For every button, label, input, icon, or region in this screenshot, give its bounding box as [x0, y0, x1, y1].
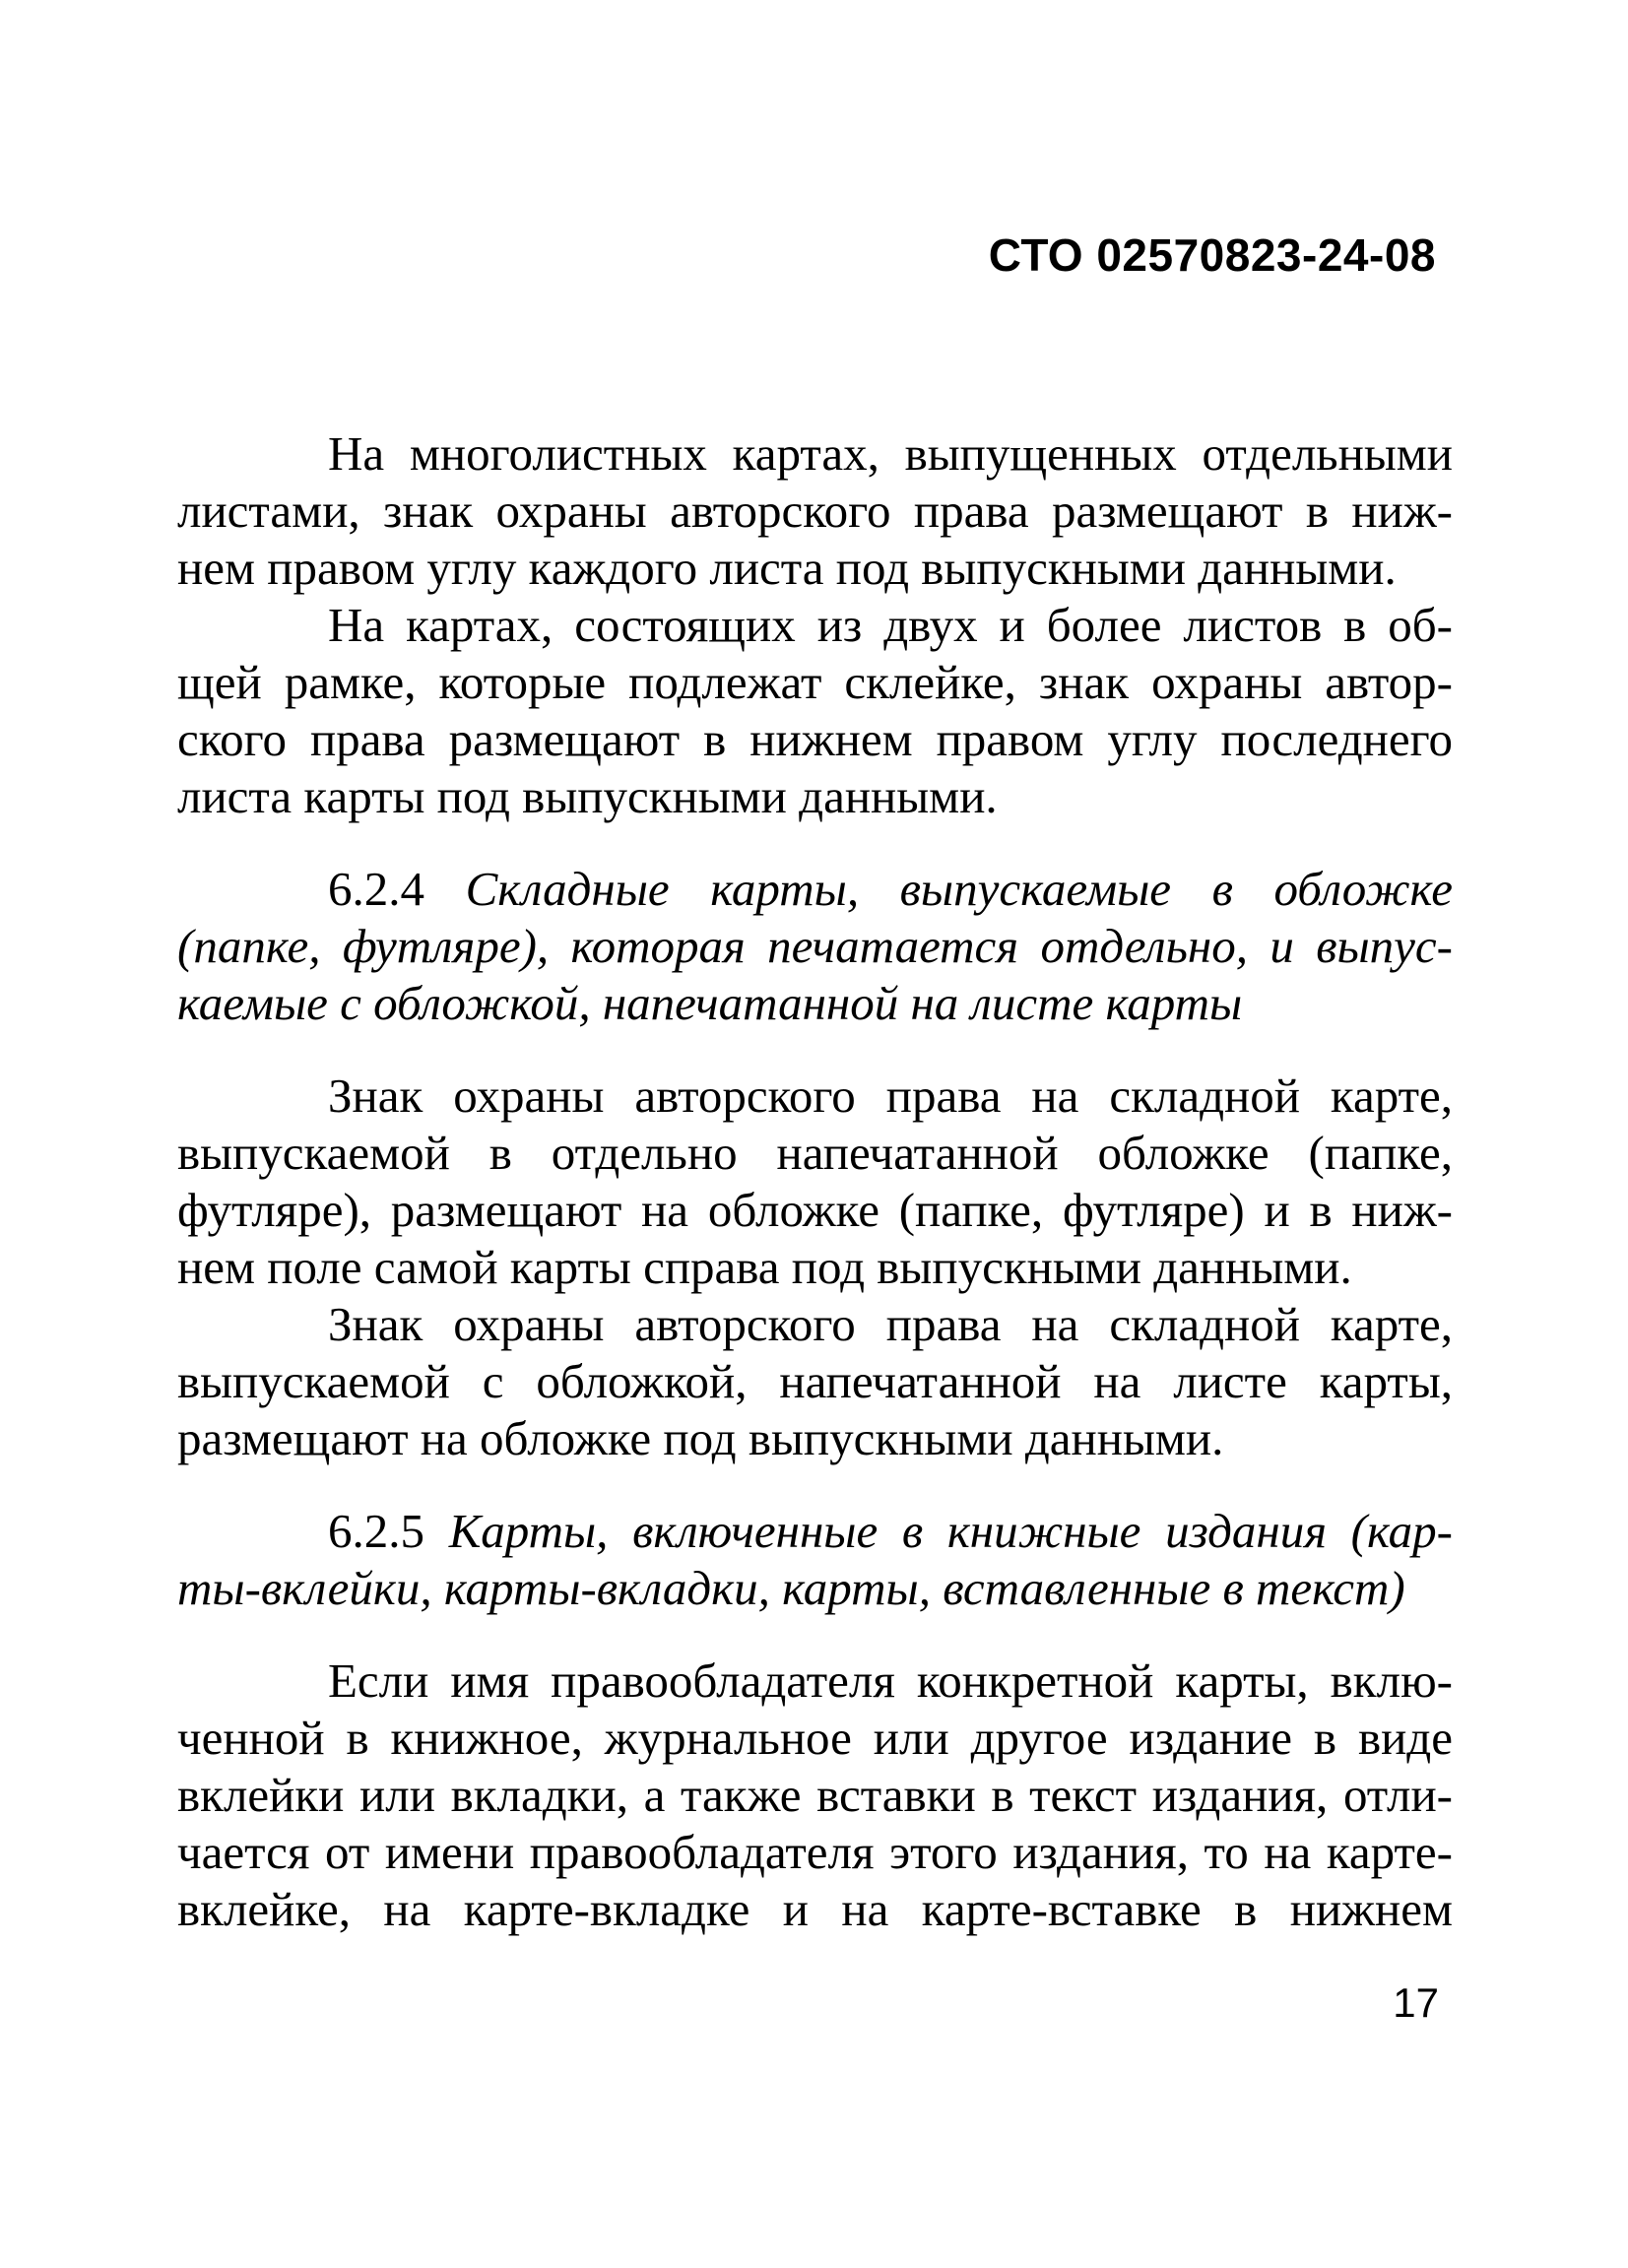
section-heading-6-2-5	[177, 1503, 1453, 1617]
text-line: нем правом углу каждого листа под выпускными данными.	[177, 541, 1397, 595]
text-line: На многолистных картах, выпущенных отдельными	[328, 426, 1453, 481]
heading-line	[177, 861, 1453, 918]
section-heading-6-2-4	[177, 861, 1453, 1032]
heading-line: каемые с обложкой, напечатанной на листе карты	[177, 976, 1243, 1030]
page-number: 17	[1393, 1979, 1439, 2026]
text-line: вклейки или вкладки, а также вставки в текст издания, отли-	[177, 1768, 1453, 1822]
section-title-text: Складные карты, выпускаемые в обложке	[465, 862, 1453, 916]
paragraph	[177, 597, 1453, 825]
section-number: 6.2.5	[328, 1504, 424, 1558]
text-line: листами, знак охраны авторского права размещают в ниж-	[177, 484, 1453, 538]
section-title-text: Карты, включенные в книжные издания (кар-	[448, 1504, 1453, 1558]
text-line: щей рамке, которые подлежат склейке, знак охраны автор-	[177, 655, 1453, 709]
text-line: Знак охраны авторского права на складной карте,	[328, 1069, 1453, 1123]
text-line: На картах, состоящих из двух и более листов в об-	[328, 598, 1453, 652]
text-line: размещают на обложке под выпускными данными.	[177, 1411, 1224, 1465]
paragraph	[177, 1296, 1453, 1467]
paragraph	[177, 425, 1453, 597]
heading-line	[177, 1503, 1453, 1560]
text-line: выпускаемой в отдельно напечатанной обложке (папке,	[177, 1126, 1453, 1180]
text-line: листа карты под выпускными данными.	[177, 769, 998, 823]
text-line: ского права размещают в нижнем правом углу последнего	[177, 712, 1453, 766]
section-number: 6.2.4	[328, 862, 424, 916]
document-body	[177, 425, 1453, 1938]
text-line: нем поле самой карты справа под выпускными данными.	[177, 1240, 1352, 1294]
heading-line: ты-вклейки, карты-вкладки, карты, вставленные в текст)	[177, 1561, 1405, 1615]
heading-line: (папке, футляре), которая печатается отдельно, и выпус-	[177, 919, 1453, 973]
text-line: Если имя правообладателя конкретной карты, вклю-	[328, 1653, 1453, 1708]
paragraph	[177, 1068, 1453, 1296]
text-line: выпускаемой с обложкой, напечатанной на листе карты,	[177, 1354, 1453, 1408]
text-line: футляре), размещают на обложке (папке, футляре) и в ниж-	[177, 1183, 1453, 1237]
text-line: вклейке, на карте-вкладке и на карте-вставке в нижнем	[177, 1882, 1453, 1936]
document-code-header: СТО 02570823-24-08	[988, 229, 1436, 281]
text-line: Знак охраны авторского права на складной карте,	[328, 1297, 1453, 1351]
text-line: ченной в книжное, журнальное или другое издание в виде	[177, 1711, 1453, 1765]
paragraph	[177, 1652, 1453, 1938]
text-line: чается от имени правообладателя этого издания, то на карте-	[177, 1825, 1453, 1879]
